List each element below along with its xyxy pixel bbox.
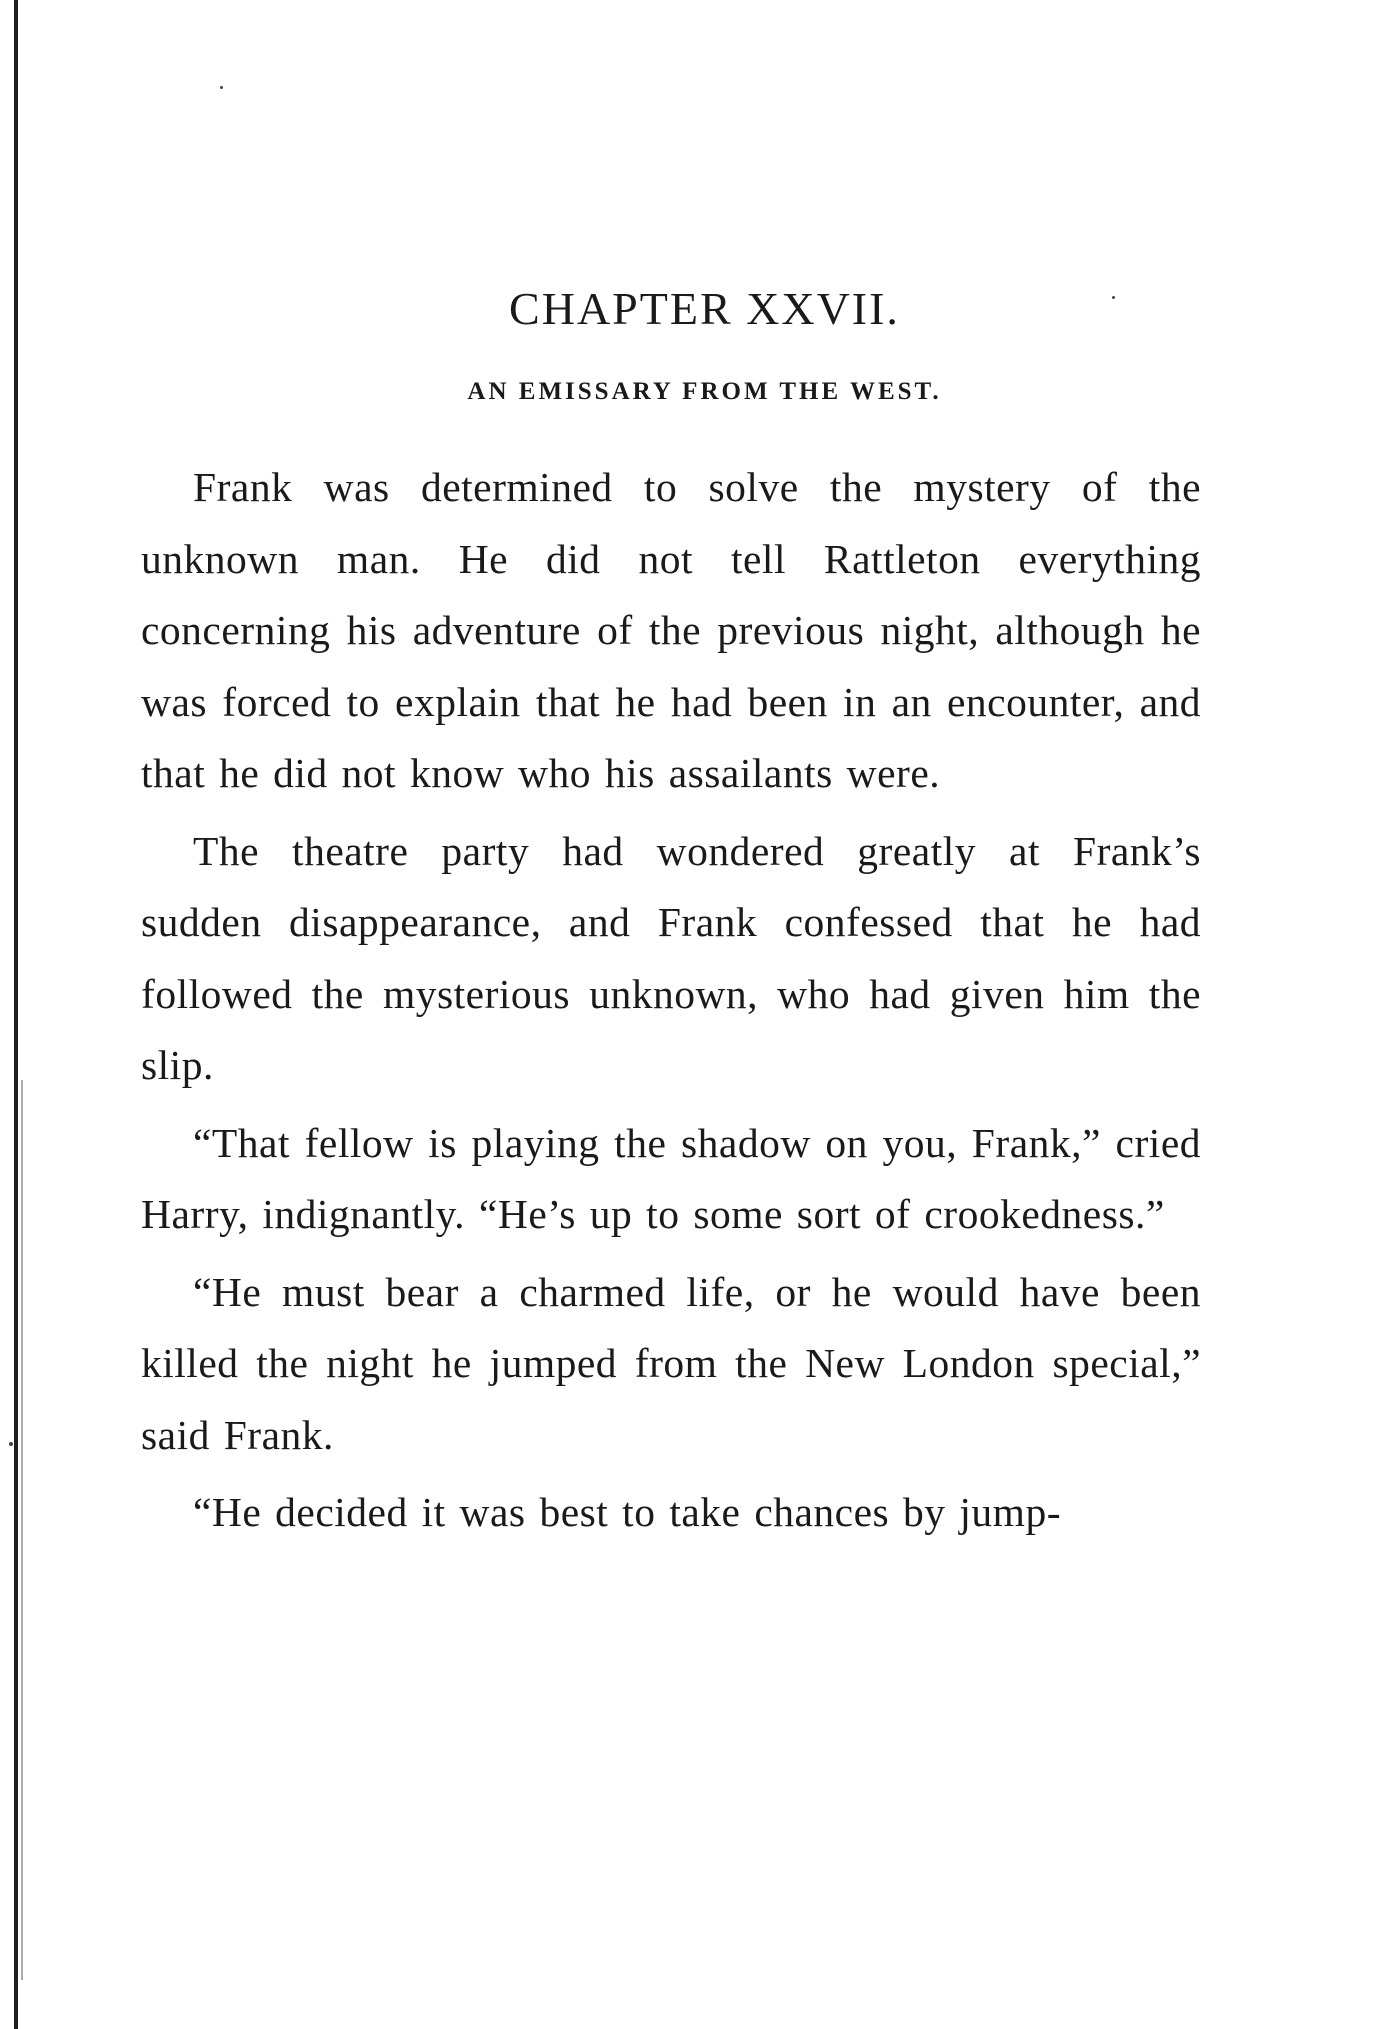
paragraph: Frank was determined to solve the mystery of the unknown man. He did not tell Rattleton everything concerning his adventure of the previous night, although he was forced to explain that he had been in an encounter, and that he did not know who his assailants were. [141,464,1201,796]
paragraph: “He must bear a charmed life, or he would have been killed the night he jumped from the New London special,” said Frank. [141,1268,1201,1458]
paragraph: “He decided it was best to take chances by jump- [193,1489,1062,1535]
chapter-subtitle: AN EMISSARY FROM THE WEST. [467,378,942,405]
paragraph: The theatre party had wondered greatly at Frank’s sudden disappearance, and Frank confessed that he had followed the mysterious unknown, who had given him the slip. [141,827,1201,1088]
chapter-title: CHAPTER XXVII. [509,283,900,334]
scan-speck [220,86,223,89]
chapter-body [141,452,1201,1549]
scan-speck [9,1442,13,1446]
paragraph: “That fellow is playing the shadow on you, Frank,” cried Harry, indignantly. “He’s up to some sort of crookedness.” [141,1119,1201,1237]
binding-edge-shadow [21,1080,23,1980]
